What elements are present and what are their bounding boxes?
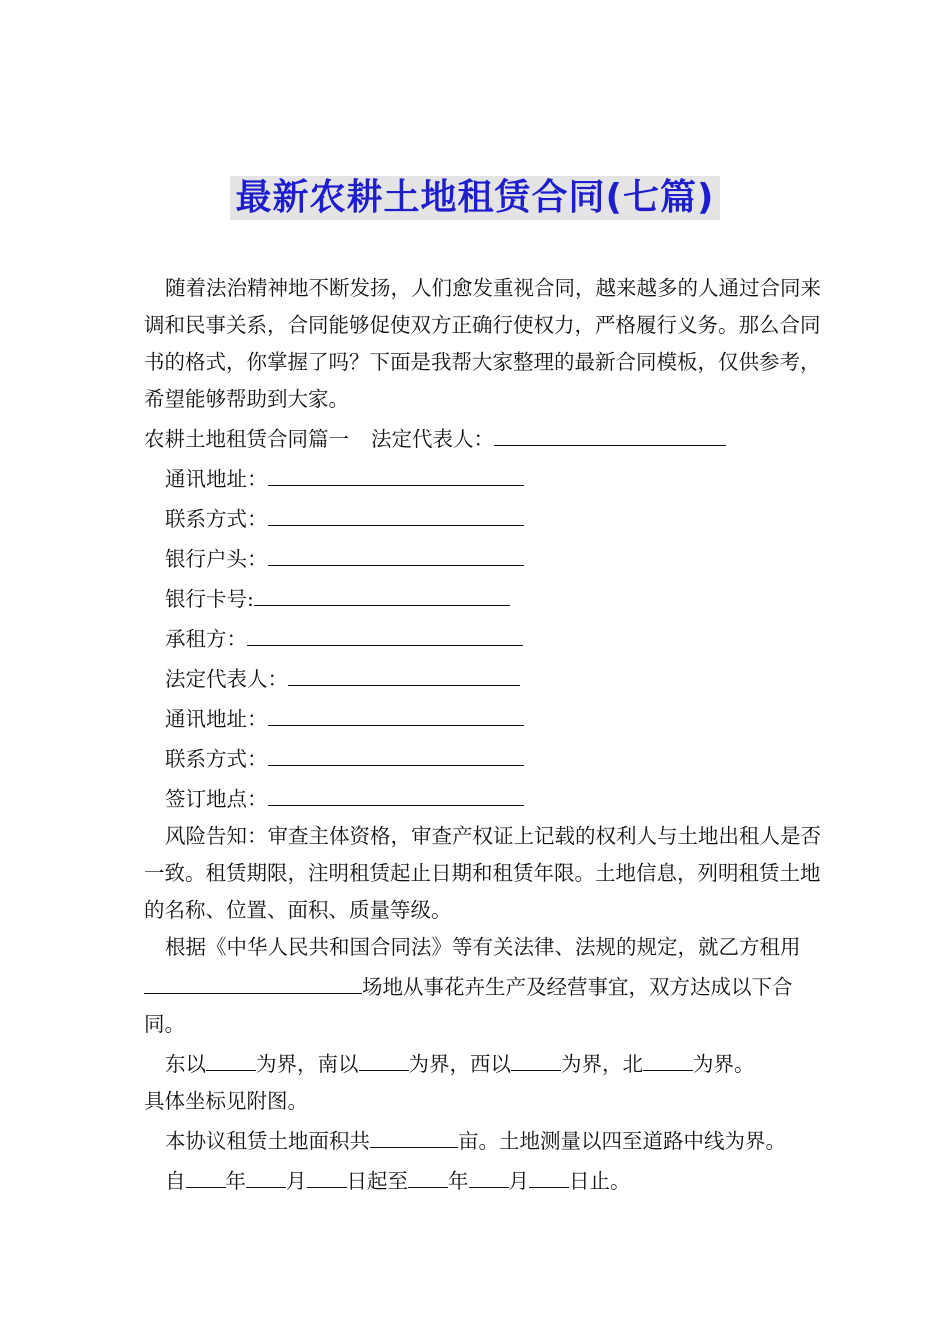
period-day-start: 日起至 <box>346 1169 408 1193</box>
field-label: 通讯地址： <box>165 467 268 491</box>
blank-line <box>268 458 524 486</box>
blank-line <box>359 1043 409 1071</box>
intro-paragraph: 随着法治精神地不断发扬，人们愈发重视合同，越来越多的人通过合同来调和民事关系，合同能够促使双方正确行使权力，严格履行义务。那么合同书的格式，你掌握了吗？下面是我帮大家整理的最新合同模板，仅供参考，希望能够帮助到大家。 <box>144 276 821 411</box>
field-label: 承租方： <box>165 627 247 651</box>
blank-line <box>307 1160 347 1188</box>
field-bank-account <box>144 538 824 578</box>
blank-line <box>254 578 510 606</box>
bounds-east: 东以 <box>165 1052 206 1076</box>
blank-line <box>268 498 524 526</box>
blank-line <box>268 538 524 566</box>
blank-line <box>494 418 726 446</box>
basis-paragraph <box>144 929 824 1043</box>
period-day-end: 日止。 <box>569 1169 631 1193</box>
field-bank-card <box>144 578 824 618</box>
blank-line <box>643 1043 693 1071</box>
period-paragraph <box>144 1160 824 1200</box>
period-year: 年 <box>225 1169 246 1193</box>
period-year: 年 <box>448 1169 469 1193</box>
field-address-2 <box>144 698 824 738</box>
blank-line <box>247 618 523 646</box>
title-area <box>0 176 950 220</box>
bounds-note: 具体坐标见附图。 <box>144 1089 308 1113</box>
field-address-1 <box>144 458 824 498</box>
blank-line <box>408 1160 448 1188</box>
area-paragraph <box>144 1120 824 1160</box>
blank-line <box>370 1120 458 1148</box>
blank-line <box>144 966 362 994</box>
field-lessee <box>144 618 824 658</box>
field-label: 法定代表人： <box>165 667 288 691</box>
field-label: 联系方式： <box>165 747 268 771</box>
basis-text-a: 根据《中华人民共和国合同法》等有关法律、法规的规定，就乙方租用 <box>165 935 801 959</box>
document-body <box>144 270 824 1200</box>
blank-line <box>268 738 524 766</box>
field-label: 通讯地址： <box>165 707 268 731</box>
area-text-a: 本协议租赁土地面积共 <box>165 1129 370 1153</box>
field-label: 银行卡号: <box>165 587 254 611</box>
field-contact-2 <box>144 738 824 778</box>
area-text-b: 亩。土地测量以四至道路中线为界。 <box>458 1129 786 1153</box>
period-from: 自 <box>165 1169 186 1193</box>
section-heading-line <box>144 418 824 458</box>
bounds-north: 为界，北 <box>561 1052 643 1076</box>
blank-line <box>469 1160 509 1188</box>
risk-paragraph: 风险告知：审查主体资格，审查产权证上记载的权利人与土地出租人是否一致。租赁期限，注明租赁起止日期和租赁年限。土地信息，列明租赁土地的名称、位置、面积、质量等级。 <box>144 824 821 922</box>
blank-line <box>186 1160 226 1188</box>
blank-line <box>529 1160 569 1188</box>
blank-line <box>206 1043 256 1071</box>
blank-line <box>288 658 520 686</box>
bounds-end: 为界。 <box>693 1052 755 1076</box>
field-contact-1 <box>144 498 824 538</box>
field-signing-place <box>144 778 824 818</box>
legal-rep-label: 法定代表人： <box>371 427 494 451</box>
document-title: 最新农耕土地租赁合同(七篇) <box>230 176 721 220</box>
field-legal-rep <box>144 658 824 698</box>
blank-line <box>268 778 524 806</box>
blank-line <box>511 1043 561 1071</box>
blank-line <box>268 698 524 726</box>
section-heading: 农耕土地租赁合同篇一 <box>144 427 349 451</box>
field-label: 银行户头： <box>165 547 268 571</box>
basis-text-b: 场地从事花卉生产及经营事宜，双方达成以下合同。 <box>144 975 793 1036</box>
field-label: 联系方式： <box>165 507 268 531</box>
bounds-south: 为界，南以 <box>256 1052 359 1076</box>
bounds-west: 为界，西以 <box>408 1052 511 1076</box>
period-month: 月 <box>286 1169 307 1193</box>
period-month: 月 <box>508 1169 529 1193</box>
blank-line <box>246 1160 286 1188</box>
field-label: 签订地点： <box>165 787 268 811</box>
boundaries-paragraph <box>144 1043 824 1083</box>
